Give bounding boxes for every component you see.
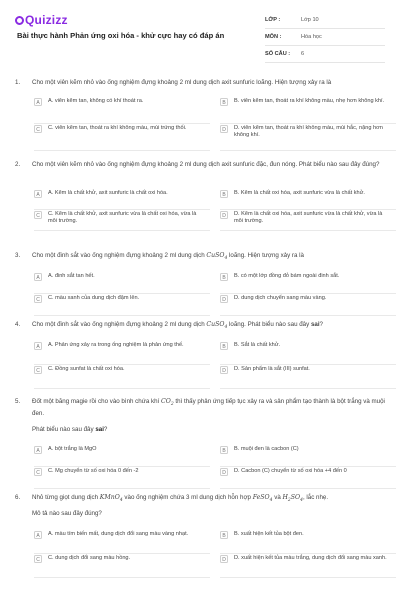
option-b[interactable]: B B. viên kẽm tan, thoát ra khí không màu, nhẹ hơn không khí.: [220, 97, 396, 124]
option-c[interactable]: C C. dung dịch đổi sang màu hồng.: [34, 554, 210, 578]
formula-cuso4: CuSO$_4$: [206, 321, 228, 331]
meta-label: MÔN :: [265, 34, 282, 40]
meta-label: LỚP :: [265, 17, 281, 23]
options-q3: [34, 272, 386, 316]
option-letter: A: [34, 273, 42, 281]
meta-row-subject: [265, 29, 385, 46]
option-letter: B: [220, 446, 228, 454]
option-letter: A: [34, 446, 42, 454]
question-text: Nhỏ từng giọt dung dịch KMnO$_4$ vào ống nghiệm chứa 3 ml dung dịch hỗn hợp FeSO$_4$ và $H_2SO_4$, lắc nhẹ.: [32, 494, 329, 504]
question-text: Đốt một băng magie rồi cho vào bình chứa khí $CO_2$ thì thấy phản ứng tiếp tục xảy ra và sản phẩm tạo thành là bột trắng và muội đen.: [32, 398, 385, 417]
option-c[interactable]: C C. Kẽm là chất khử, axit sunfuric vừa là chất oxi hóa, vừa là môi trường.: [34, 210, 210, 231]
formula-h2so4: $H_2SO_4$: [282, 494, 303, 504]
option-b[interactable]: B B. xuất hiện kết tủa bột đen.: [220, 530, 396, 554]
meta-row-class: [265, 12, 385, 29]
question-6: [15, 494, 386, 517]
question-number: 1.: [15, 79, 21, 86]
question-number: 5.: [15, 398, 21, 405]
option-letter: D: [220, 468, 228, 476]
question-number: 3.: [15, 252, 21, 259]
option-letter: B: [220, 531, 228, 539]
options-q6: [34, 530, 386, 578]
option-c[interactable]: C C. Mg chuyển từ số oxi hóa 0 đến -2: [34, 467, 210, 489]
options-q1: [34, 97, 386, 151]
option-letter: C: [34, 366, 42, 374]
option-d[interactable]: D D. Kẽm là chất oxi hóa, axit sunfuric vừa là chất khử, vừa là môi trường.: [220, 210, 396, 231]
question-text: Cho một viên kẽm nhỏ vào ống nghiệm đựng khoảng 2 ml dung dịch axit sunfuric loãng. Hiện tượng xảy ra là: [32, 79, 332, 86]
option-d[interactable]: D D. xuất hiện kết tủa màu trắng, dung dịch đổi sang màu xanh.: [220, 554, 396, 578]
options-q2: [34, 189, 386, 231]
logo-q-icon: [15, 16, 24, 25]
option-letter: B: [220, 190, 228, 198]
option-letter: B: [220, 98, 228, 106]
option-letter: C: [34, 211, 42, 219]
formula-co2: $CO_2$: [161, 398, 174, 408]
option-a[interactable]: A A. đinh sắt tan hết.: [34, 272, 210, 294]
meta-value: 6: [301, 51, 305, 57]
question-number: 6.: [15, 494, 21, 501]
option-letter: A: [34, 531, 42, 539]
meta-row-count: [265, 46, 385, 63]
option-letter: D: [220, 366, 228, 374]
question-subprompt: Mô tả nào sau đây đúng?: [32, 509, 102, 517]
question-3: [15, 252, 386, 264]
question-text: Cho một đinh sắt vào ống nghiệm đựng khoảng 2 ml dung dịch CuSO$_4$ loãng. Hiện tượng xảy ra là: [32, 252, 304, 262]
option-letter: A: [34, 342, 42, 350]
option-letter: D: [220, 125, 228, 133]
option-letter: D: [220, 295, 228, 303]
option-a[interactable]: A A. viên kẽm tan, không có khí thoát ra.: [34, 97, 210, 124]
formula-cuso4: CuSO$_4$: [206, 252, 228, 262]
question-subprompt: Phát biểu nào sau đây sai?: [32, 426, 108, 434]
option-letter: D: [220, 211, 228, 219]
option-d[interactable]: D D. Sản phẩm là sắt (III) sunfat.: [220, 365, 396, 389]
question-number: 4.: [15, 321, 21, 328]
option-b[interactable]: B B. Sắt là chất khử.: [220, 341, 396, 365]
question-text: Cho một viên kẽm nhỏ vào ống nghiệm đựng khoảng 2 ml dung dịch axit sunfuric đặc, đun nóng. Phát biểu nào sau đây đúng?: [32, 161, 380, 168]
option-a[interactable]: A A. màu tím biến mất, dung dịch đổi sang màu vàng nhạt.: [34, 530, 210, 554]
meta-value: Lớp 10: [301, 17, 319, 23]
option-letter: A: [34, 98, 42, 106]
option-b[interactable]: B B. Kẽm là chất oxi hóa, axit sunfuric vừa là chất khử.: [220, 189, 396, 210]
option-b[interactable]: B B. có một lớp đồng đỏ bám ngoài đinh sắt.: [220, 272, 396, 294]
meta-label: SỐ CÂU :: [265, 51, 291, 57]
quizizz-logo: Quizizz: [15, 13, 68, 27]
page-title: Bài thực hành Phản ứng oxi hóa - khử cực hay có đáp án: [17, 31, 225, 40]
question-5: [15, 398, 386, 433]
option-b[interactable]: B B. muội đen là cacbon (C): [220, 445, 396, 467]
option-d[interactable]: D D. Cacbon (C) chuyển từ số oxi hóa +4 đến 0: [220, 467, 396, 489]
options-q5: [34, 445, 386, 489]
option-letter: A: [34, 190, 42, 198]
option-letter: B: [220, 273, 228, 281]
question-4: [15, 321, 386, 333]
option-letter: B: [220, 342, 228, 350]
option-a[interactable]: A A. bột trắng là MgO: [34, 445, 210, 467]
option-letter: D: [220, 555, 228, 563]
option-c[interactable]: C C. Đồng sunfat là chất oxi hóa.: [34, 365, 210, 389]
meta-table: [265, 12, 385, 63]
meta-value: Hóa học: [301, 34, 322, 40]
option-a[interactable]: A A. Phản ứng xảy ra trong ống nghiệm là phản ứng thế.: [34, 341, 210, 365]
options-q4: [34, 341, 386, 389]
formula-feso4: FeSO$_4$: [252, 494, 273, 504]
question-1: [15, 79, 386, 88]
option-d[interactable]: D D. viên kẽm tan, thoát ra khí không màu, mùi hắc, nặng hơn không khí.: [220, 124, 396, 151]
question-text: Cho một đinh sắt vào ống nghiệm đựng khoảng 2 ml dung dịch CuSO$_4$ loãng. Phát biểu nào sau đây sai?: [32, 321, 323, 331]
option-letter: C: [34, 125, 42, 133]
option-a[interactable]: A A. Kẽm là chất khử, axit sunfuric là chất oxi hóa.: [34, 189, 210, 210]
option-letter: C: [34, 468, 42, 476]
question-number: 2.: [15, 161, 21, 168]
option-d[interactable]: D D. dung dịch chuyển sang màu vàng.: [220, 294, 396, 316]
formula-kmno4: KMnO$_4$: [99, 494, 123, 504]
option-c[interactable]: C C. viên kẽm tan, thoát ra khí không màu, mùi trứng thối.: [34, 124, 210, 151]
option-letter: C: [34, 295, 42, 303]
question-2: [15, 161, 386, 170]
option-letter: C: [34, 555, 42, 563]
option-c[interactable]: C C. màu xanh của dung dịch đậm lên.: [34, 294, 210, 316]
